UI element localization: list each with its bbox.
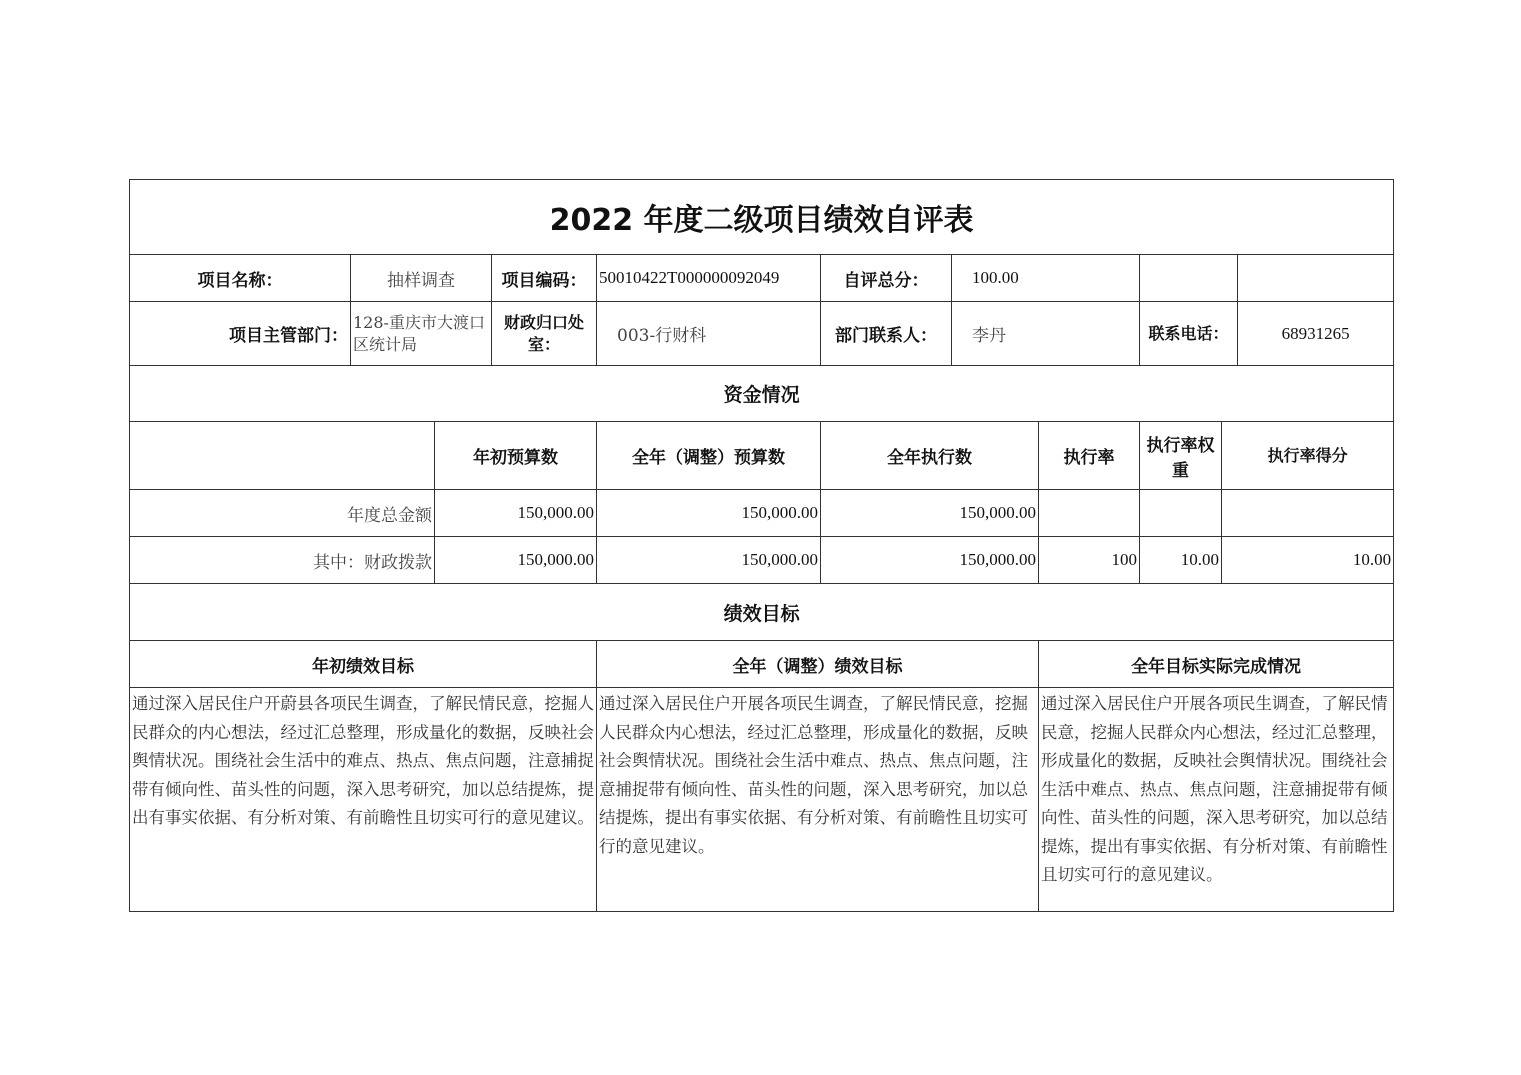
finance-label: 财政归口处室： — [492, 302, 597, 366]
contact-value: 李丹 — [952, 302, 1140, 366]
funds-col-header: 全年执行数 — [821, 422, 1039, 490]
funds-cell: 10.00 — [1140, 537, 1222, 584]
goals-section-title: 绩效目标 — [130, 584, 1394, 641]
funds-col-header: 执行率得分 — [1222, 422, 1394, 490]
funds-header-empty — [130, 422, 435, 490]
funds-cell: 150,000.00 — [597, 537, 821, 584]
funds-cell — [1140, 490, 1222, 537]
funds-section-title: 资金情况 — [130, 366, 1394, 422]
finance-value: 003-行财科 — [597, 302, 821, 366]
funds-cell: 10.00 — [1222, 537, 1394, 584]
form-title: 2022 年度二级项目绩效自评表 — [130, 180, 1394, 255]
funds-row-label: 其中：财政拨款 — [130, 537, 435, 584]
project-name-value: 抽样调查 — [351, 255, 492, 302]
funds-cell — [1222, 490, 1394, 537]
contact-label: 部门联系人： — [821, 302, 952, 366]
funds-cell: 150,000.00 — [821, 490, 1039, 537]
goal-text-adjusted: 通过深入居民住户开展各项民生调查，了解民情民意，挖掘人民群众内心想法，经过汇总整理，形成量化的数据，反映社会舆情状况。围绕社会生活中难点、热点、焦点问题，注意捕捉带有倾向性、苗头性的问题，深入思考研究，加以总结提炼，提出有事实依据、有分析对策、有前瞻性且切实可行的意见建议。 — [597, 688, 1039, 912]
dept-value: 128-重庆市大渡口区统计局 — [351, 302, 492, 366]
empty-cell — [1140, 255, 1238, 302]
project-code-label: 项目编码： — [492, 255, 597, 302]
goal-text-initial: 通过深入居民住户开蔚县各项民生调查，了解民情民意，挖掘人民群众的内心想法，经过汇总整理，形成量化的数据，反映社会舆情状况。围绕社会生活中的难点、热点、焦点问题，注意捕捉带有倾向性、苗头性的问题，深入思考研究，加以总结提炼，提出有事实依据、有分析对策、有前瞻性且切实可行的意见建议。 — [130, 688, 597, 912]
funds-cell: 150,000.00 — [435, 537, 597, 584]
score-value: 100.00 — [952, 255, 1140, 302]
phone-label: 联系电话： — [1140, 302, 1238, 366]
phone-value: 68931265 — [1238, 302, 1394, 366]
funds-col-header: 年初预算数 — [435, 422, 597, 490]
goals-col-header: 全年目标实际完成情况 — [1039, 641, 1394, 688]
score-label: 自评总分： — [821, 255, 952, 302]
goals-col-header: 全年（调整）绩效目标 — [597, 641, 1039, 688]
funds-cell: 150,000.00 — [821, 537, 1039, 584]
funds-cell: 100 — [1039, 537, 1140, 584]
evaluation-form — [129, 179, 1394, 912]
funds-col-header: 执行率 — [1039, 422, 1140, 490]
funds-row-label: 年度总金额 — [130, 490, 435, 537]
project-code-value: 50010422T000000092049 — [597, 255, 821, 302]
goal-text-actual: 通过深入居民住户开展各项民生调查，了解民情民意，挖掘人民群众内心想法，经过汇总整理，形成量化的数据，反映社会舆情状况。围绕社会生活中难点、热点、焦点问题，注意捕捉带有倾向性、苗头性的问题，深入思考研究，加以总结提炼，提出有事实依据、有分析对策、有前瞻性且切实可行的意见建议。 — [1039, 688, 1394, 912]
funds-cell: 150,000.00 — [597, 490, 821, 537]
funds-cell: 150,000.00 — [435, 490, 597, 537]
funds-col-header: 执行率权重 — [1140, 422, 1222, 490]
empty-cell — [1238, 255, 1394, 302]
goals-col-header: 年初绩效目标 — [130, 641, 597, 688]
funds-col-header: 全年（调整）预算数 — [597, 422, 821, 490]
funds-cell — [1039, 490, 1140, 537]
project-name-label: 项目名称： — [130, 255, 351, 302]
dept-label: 项目主管部门： — [130, 302, 351, 366]
